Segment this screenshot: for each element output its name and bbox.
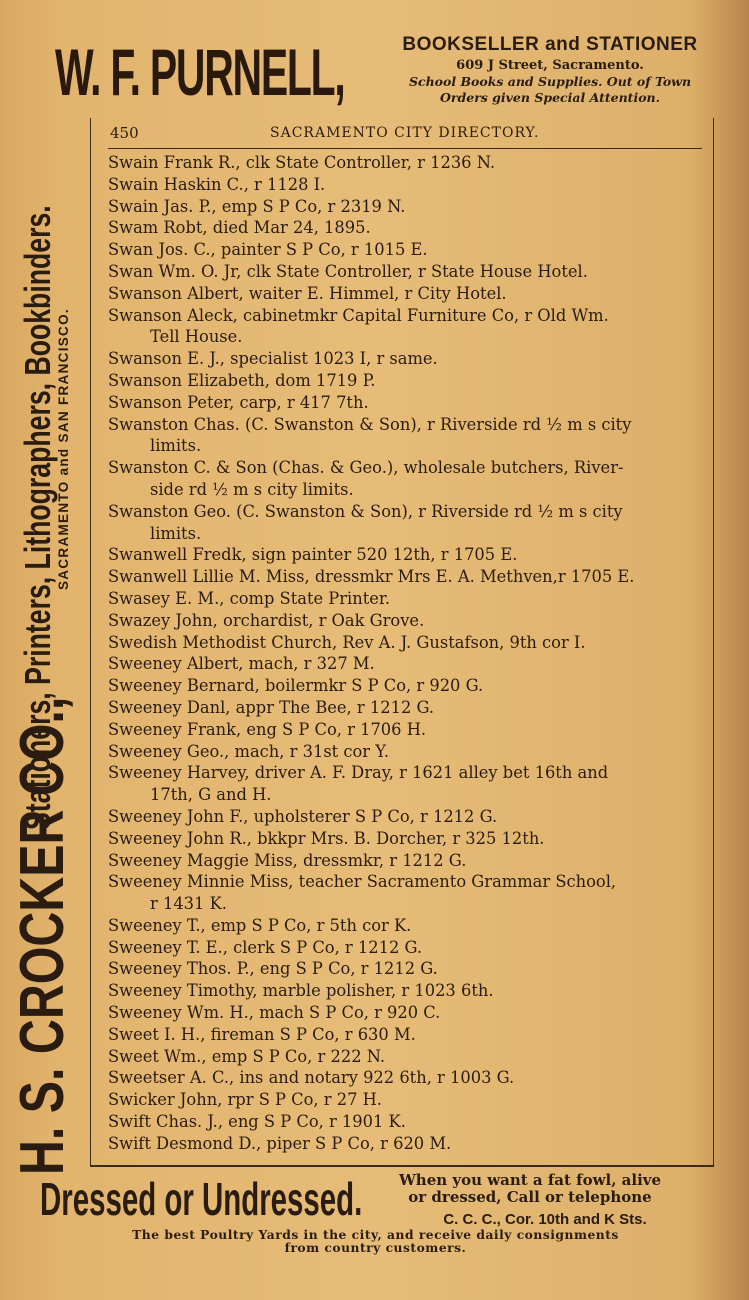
- directory-entry: [108, 305, 708, 349]
- footer-ad-address: C. C. C., Cor. 10th and K Sts.: [443, 1211, 647, 1228]
- directory-entry: [108, 1002, 708, 1024]
- entry-text: Sweeney Danl, appr The Bee, r 1212 G.: [108, 697, 435, 717]
- page-number: 450: [110, 124, 139, 142]
- directory-entry: [108, 348, 708, 370]
- directory-entry: [108, 1046, 708, 1068]
- entry-continuation: limits.: [150, 436, 202, 456]
- footer-ad-line2: or dressed, Call or telephone: [408, 1188, 652, 1206]
- entry-continuation: side rd ½ m s city limits.: [150, 479, 354, 499]
- entry-text: Swan Jos. C., painter S P Co, r 1015 E.: [108, 240, 428, 260]
- footer-ad-headline: Dressed or Undressed.: [40, 1173, 363, 1225]
- directory-entry: [108, 610, 708, 632]
- footer-ad-text: [345, 1172, 715, 1206]
- header-ad-name: W. F. PURNELL,: [55, 35, 345, 109]
- directory-entry: [108, 174, 708, 196]
- entry-text: Sweeney T., emp S P Co, r 5th cor K.: [108, 915, 412, 935]
- directory-entry: [108, 544, 708, 566]
- directory-entry: [108, 1111, 708, 1133]
- page-header: [110, 124, 700, 146]
- directory-entry: [108, 1024, 708, 1046]
- entry-text: Swanson Peter, carp, r 417 7th.: [108, 392, 369, 412]
- entry-text: Swedish Methodist Church, Rev A. J. Gustafson, 9th cor I.: [108, 632, 586, 652]
- entry-text: Swazey John, orchardist, r Oak Grove.: [108, 610, 425, 630]
- entry-text: Swanston Chas. (C. Swanston & Son), r Riverside rd ½ m s city: [108, 414, 632, 434]
- footer-ad-line1: When you want a fat fowl, alive: [398, 1171, 662, 1189]
- side-ad-trades: Stationers, Printers, Lithographers, Bookbinders.: [17, 205, 58, 830]
- directory-entry: [108, 152, 708, 174]
- entry-text: Swanston Geo. (C. Swanston & Son), r Riverside rd ½ m s city: [108, 501, 623, 521]
- entry-text: Sweeney Timothy, marble polisher, r 1023 6th.: [108, 981, 494, 1001]
- directory-entry: [108, 871, 708, 915]
- entry-text: Sweeney Albert, mach, r 327 M.: [108, 654, 375, 674]
- directory-entry: [108, 697, 708, 719]
- running-title: SACRAMENTO CITY DIRECTORY.: [270, 125, 540, 141]
- entry-text: Swain Jas. P., emp S P Co, r 2319 N.: [108, 196, 406, 216]
- entry-text: Swanson E. J., specialist 1023 I, r same.: [108, 349, 438, 369]
- footer-ad-line4: from country customers.: [284, 1240, 467, 1255]
- entry-text: Swam Robt, died Mar 24, 1895.: [108, 218, 371, 238]
- directory-entry: [108, 762, 708, 806]
- header-ad-line3: School Books and Supplies. Out of Town: [408, 74, 692, 89]
- entry-text: Swanston C. & Son (Chas. & Geo.), wholesale butchers, River-: [108, 458, 624, 478]
- directory-entry: [108, 980, 708, 1002]
- entry-text: Swanwell Lillie M. Miss, dressmkr Mrs E. A. Methven,r 1705 E.: [108, 567, 635, 587]
- entry-text: Swift Desmond D., piper S P Co, r 620 M.: [108, 1133, 452, 1153]
- header-ad-line1: BOOKSELLER and STATIONER: [402, 34, 698, 55]
- side-ad-locations: SACRAMENTO and SAN FRANCISCO.: [56, 308, 71, 590]
- entry-text: Sweeney Thos. P., eng S P Co, r 1212 G.: [108, 959, 438, 979]
- side-ad-company: H. S. CROCKER CO.,: [8, 696, 77, 1175]
- entry-text: Swift Chas. J., eng S P Co, r 1901 K.: [108, 1112, 406, 1132]
- entry-text: Sweeney Frank, eng S P Co, r 1706 H.: [108, 719, 427, 739]
- entry-text: Sweeney Wm. H., mach S P Co, r 920 C.: [108, 1003, 441, 1023]
- directory-entries: [108, 152, 708, 1155]
- entry-text: Sweetser A. C., ins and notary 922 6th, r 1003 G.: [108, 1068, 515, 1088]
- directory-entry: [108, 741, 708, 763]
- entry-text: Swanson Albert, waiter E. Himmel, r City Hotel.: [108, 283, 507, 303]
- directory-entry: [108, 370, 708, 392]
- directory-entry: [108, 719, 708, 741]
- entry-text: Sweet Wm., emp S P Co, r 222 N.: [108, 1046, 386, 1066]
- directory-entry: [108, 414, 708, 458]
- directory-entry: [108, 196, 708, 218]
- entry-text: Sweet I. H., fireman S P Co, r 630 M.: [108, 1024, 416, 1044]
- directory-entry: [108, 653, 708, 675]
- footer-ad-line3: The best Poultry Yards in the city, and receive daily consignments: [132, 1227, 619, 1242]
- entry-continuation: r 1431 K.: [150, 894, 227, 914]
- header-ad-line4: Orders given Special Attention.: [440, 90, 660, 105]
- directory-entry: [108, 675, 708, 697]
- directory-entry: [108, 239, 708, 261]
- header-rule: [108, 148, 702, 149]
- footer-ad-bottom: [38, 1228, 713, 1254]
- entry-text: Sweeney Geo., mach, r 31st cor Y.: [108, 741, 390, 761]
- directory-entry: [108, 937, 708, 959]
- directory-entry: [108, 588, 708, 610]
- directory-entry: [108, 915, 708, 937]
- directory-entry: [108, 217, 708, 239]
- directory-entry: [108, 261, 708, 283]
- entry-text: Swanson Elizabeth, dom 1719 P.: [108, 370, 376, 390]
- entry-text: Swain Frank R., clk State Controller, r 1236 N.: [108, 153, 496, 172]
- footer-rule: [90, 1165, 714, 1166]
- entry-text: Sweeney Harvey, driver A. F. Dray, r 1621 alley bet 16th and: [108, 763, 609, 783]
- entry-text: Swain Haskin C., r 1128 I.: [108, 174, 326, 194]
- directory-entry: [108, 958, 708, 980]
- entry-continuation: Tell House.: [150, 327, 243, 347]
- directory-entry: [108, 457, 708, 501]
- entry-text: Sweeney T. E., clerk S P Co, r 1212 G.: [108, 937, 423, 957]
- entry-text: Sweeney Minnie Miss, teacher Sacramento Grammar School,: [108, 872, 617, 892]
- directory-entry: [108, 501, 708, 545]
- entry-text: Swan Wm. O. Jr, clk State Controller, r State House Hotel.: [108, 261, 588, 281]
- directory-entry: [108, 632, 708, 654]
- entry-continuation: 17th, G and H.: [150, 785, 272, 805]
- entry-text: Swanson Aleck, cabinetmkr Capital Furniture Co, r Old Wm.: [108, 305, 609, 325]
- directory-entry: [108, 1089, 708, 1111]
- directory-entry: [108, 1067, 708, 1089]
- entry-text: Swicker John, rpr S P Co, r 27 H.: [108, 1090, 382, 1110]
- directory-entry: [108, 566, 708, 588]
- entry-continuation: limits.: [150, 523, 202, 543]
- directory-entry: [108, 392, 708, 414]
- entry-text: Sweeney John F., upholsterer S P Co, r 1212 G.: [108, 806, 498, 826]
- entry-text: Sweeney Bernard, boilermkr S P Co, r 920 G.: [108, 676, 484, 696]
- directory-entry: [108, 850, 708, 872]
- header-ad-line2: 609 J Street, Sacramento.: [456, 58, 644, 73]
- header-ad-details: [385, 34, 715, 105]
- entry-text: Sweeney John R., bkkpr Mrs. B. Dorcher, r 325 12th.: [108, 828, 545, 848]
- directory-entry: [108, 1133, 708, 1155]
- entry-text: Sweeney Maggie Miss, dressmkr, r 1212 G.: [108, 850, 467, 870]
- entry-text: Swasey E. M., comp State Printer.: [108, 588, 391, 608]
- directory-entry: [108, 828, 708, 850]
- directory-entry: [108, 283, 708, 305]
- directory-entry: [108, 806, 708, 828]
- entry-text: Swanwell Fredk, sign painter 520 12th, r 1705 E.: [108, 545, 518, 565]
